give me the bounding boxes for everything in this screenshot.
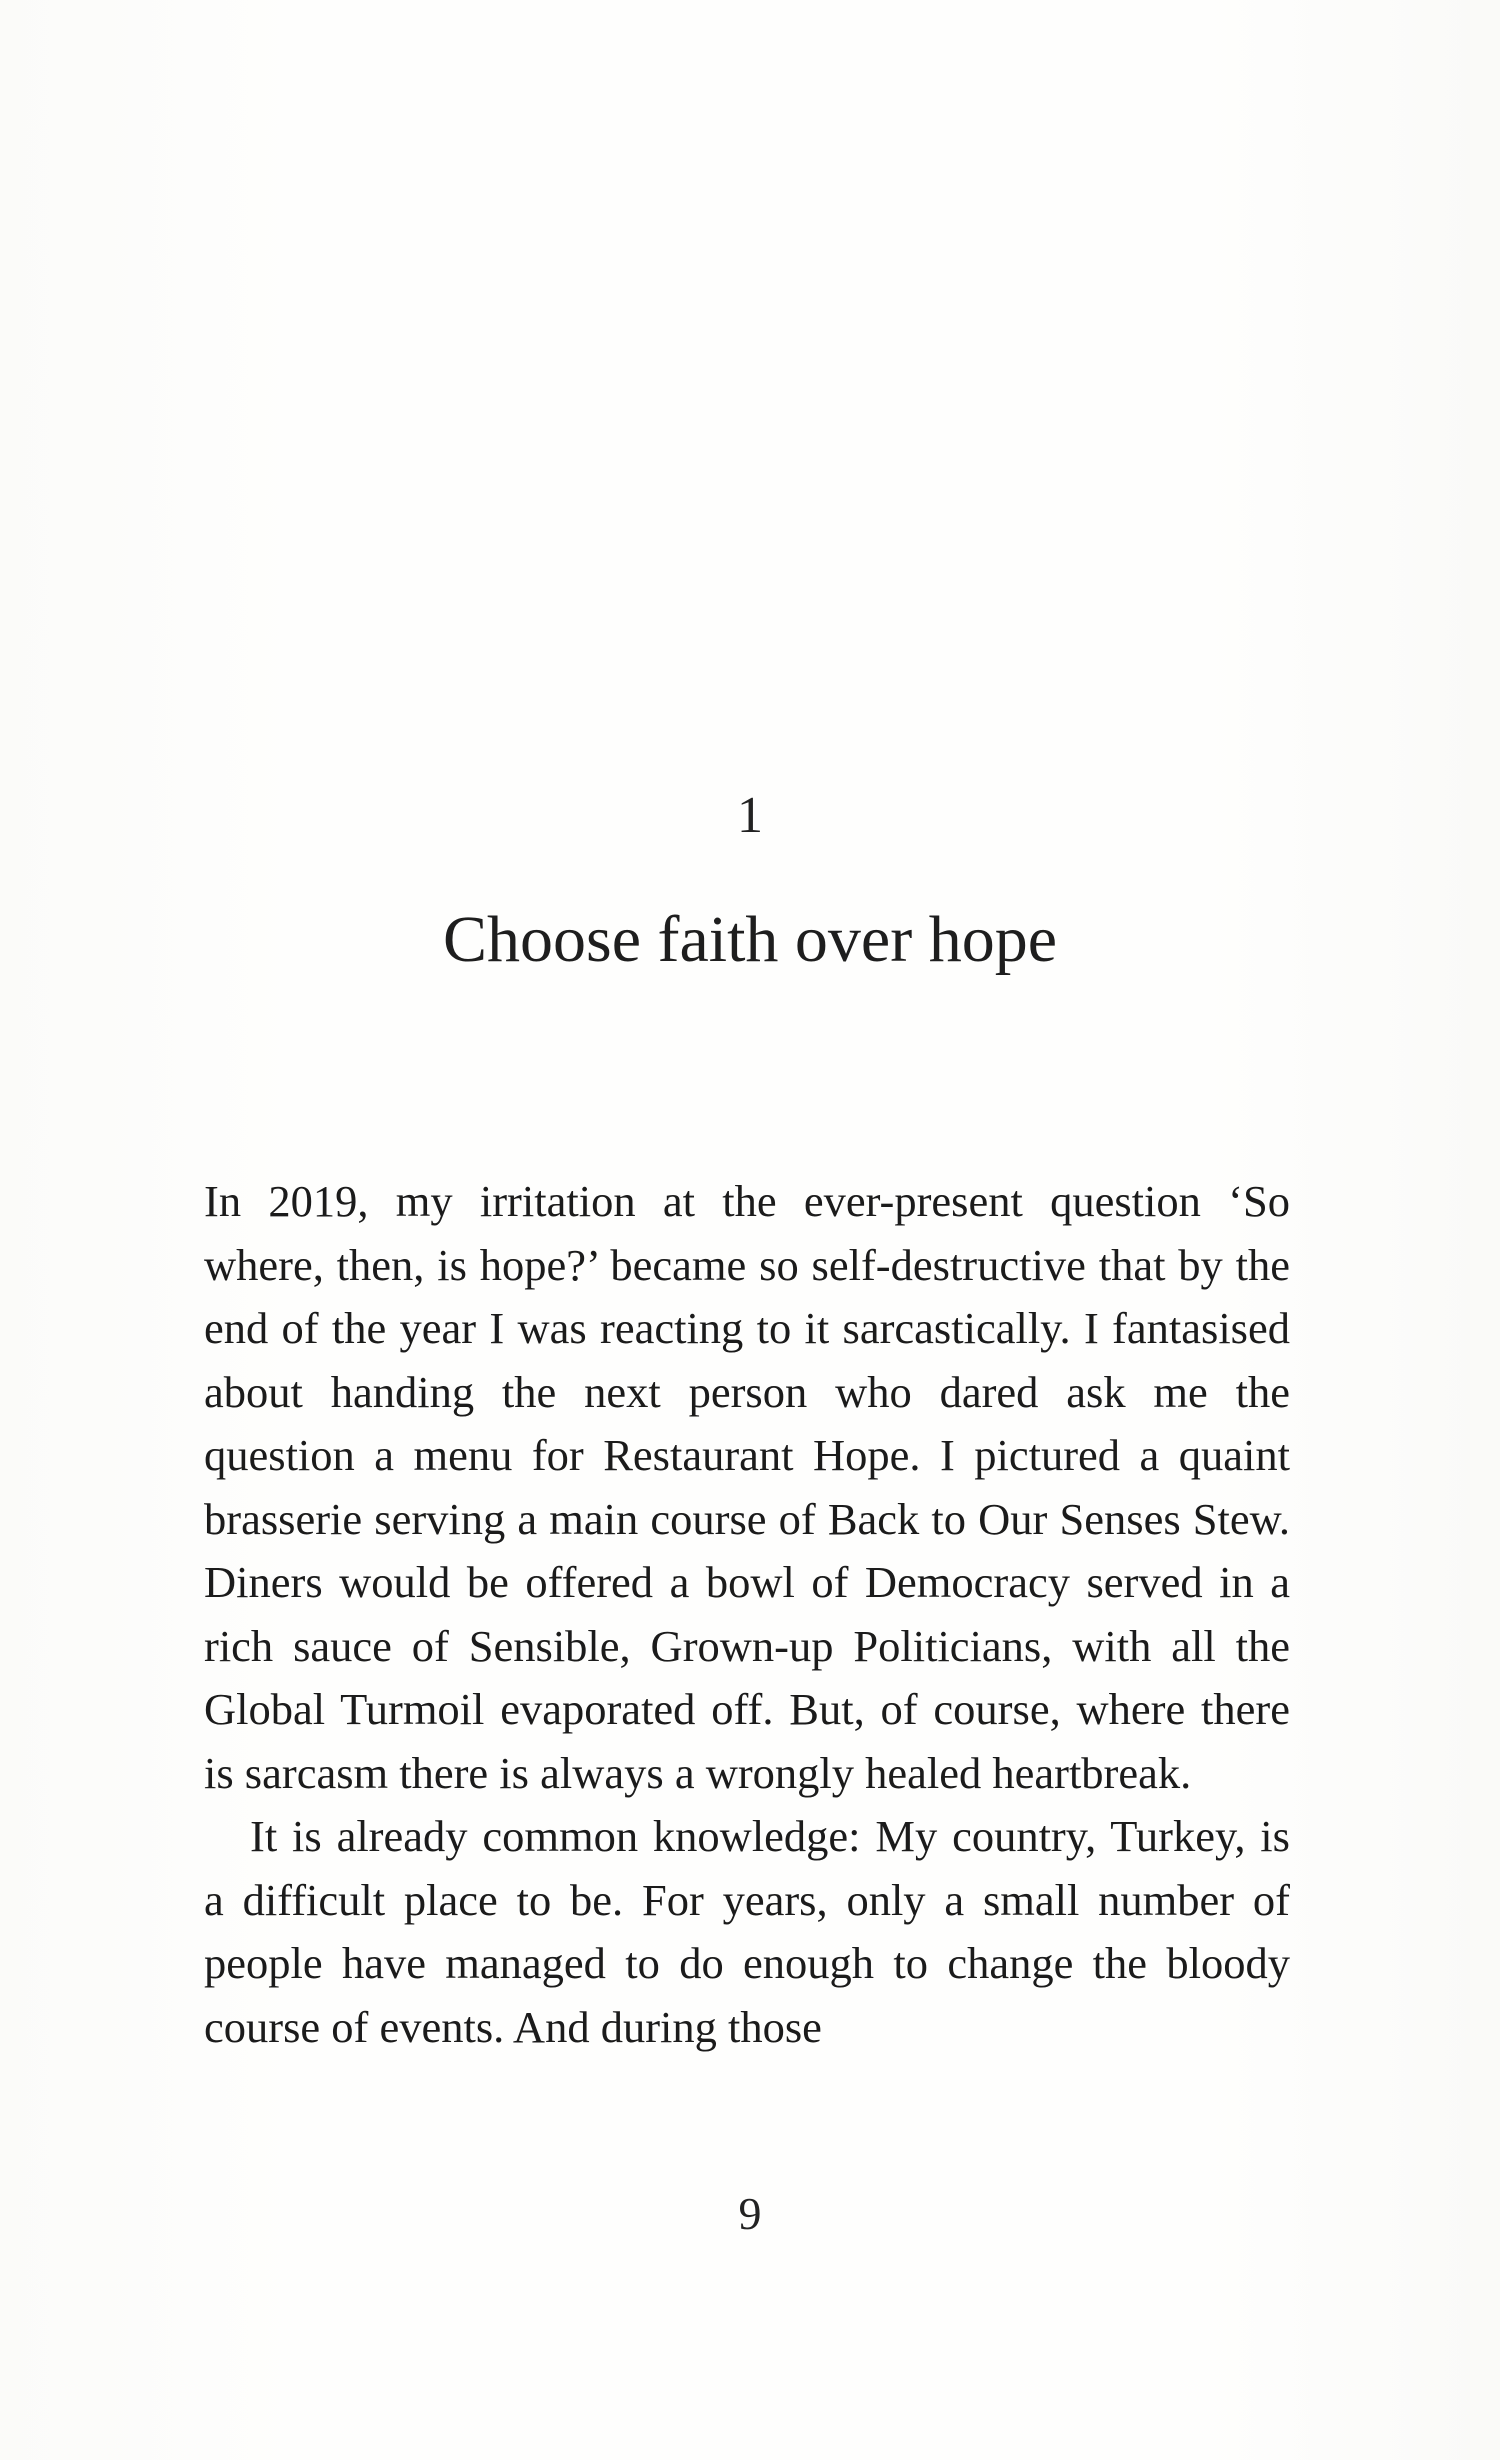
chapter-title: Choose faith over hope bbox=[442, 903, 1057, 976]
chapter-body bbox=[204, 1170, 1290, 2059]
paragraph-2: It is already common knowledge: My country, Turkey, is a difficult place to be. For years, only a small number of people have managed to do enough to change the bloody course of events. And during those bbox=[204, 1811, 1290, 2052]
chapter-number: 1 bbox=[737, 787, 763, 844]
page-number: 9 bbox=[738, 2188, 762, 2239]
paragraph-1: In 2019, my irritation at the ever-present question ‘So where, then, is hope?’ became so self-destructive that by the end of the year I was reacting to it sarcastically. I fantasised about handing the next person who dared ask me the question a menu for Restaurant Hope. I pictured a quaint brasserie serving a main course of Back to Our Senses Stew. Diners would be offered a bowl of Democracy served in a rich sauce of Sensible, Grown-up Politicians, with all the Global Turmoil evaporated off. But, of course, where there is sarcasm there is always a wrongly healed heartbreak. bbox=[204, 1176, 1290, 1798]
